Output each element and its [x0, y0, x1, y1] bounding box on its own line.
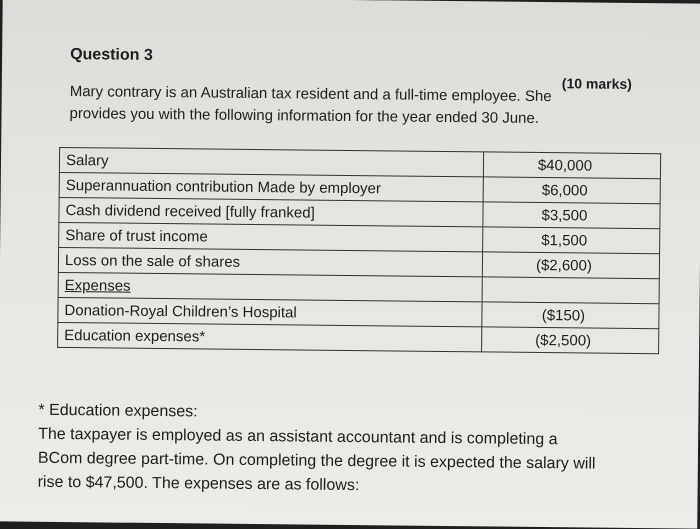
row-amount: ($2,600)	[482, 252, 659, 279]
row-label: Loss on the sale of shares	[58, 247, 482, 276]
row-label: Superannuation contribution Made by employer	[59, 172, 483, 201]
note-line: rise to $47,500. The expenses are as follows:	[37, 473, 360, 495]
intro-line: Mary contrary is an Australian tax resident and a full-time employee. She	[69, 83, 552, 106]
question-title: Question 3	[70, 46, 153, 64]
row-amount: $6,000	[483, 177, 660, 204]
question-intro	[69, 81, 654, 131]
note-line: BCom degree part-time. On completing the degree it is expected the salary will	[37, 449, 596, 473]
row-amount: ($150)	[482, 302, 659, 329]
note-heading: * Education expenses:	[38, 401, 198, 421]
marks-label: (10 marks)	[561, 75, 632, 92]
row-amount: $1,500	[483, 227, 660, 254]
row-label: Salary	[59, 147, 483, 176]
intro-line: provides you with the following information for the year ended 30 June.	[69, 105, 540, 127]
note-line: The taxpayer is employed as an assistant accountant and is completing a	[38, 425, 558, 449]
row-label: Donation-Royal Children’s Hospital	[58, 297, 482, 326]
row-amount	[482, 277, 659, 304]
table-row	[58, 322, 659, 353]
row-amount: $3,500	[483, 202, 660, 229]
row-amount: $40,000	[483, 152, 660, 179]
education-note	[38, 399, 679, 502]
income-table	[57, 147, 661, 354]
row-label: Education expenses*	[58, 322, 482, 351]
expenses-heading: Expenses	[58, 272, 482, 301]
row-label: Share of trust income	[59, 222, 483, 251]
row-label: Cash dividend received [fully franked]	[59, 197, 483, 226]
row-amount: ($2,500)	[482, 327, 659, 354]
